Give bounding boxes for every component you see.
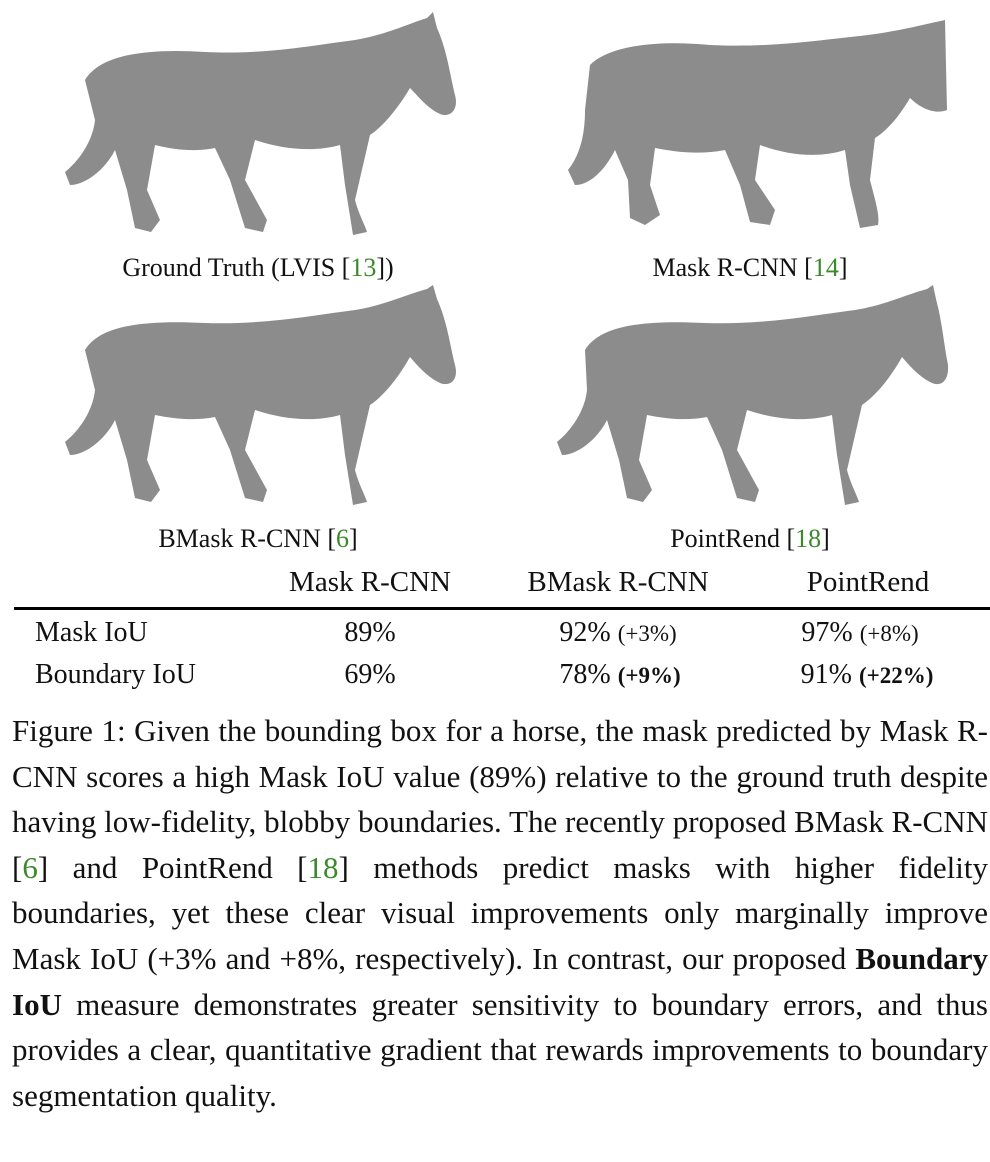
horse-mask-ground-truth (55, 10, 460, 250)
row-label-boundary-iou: Boundary IoU (35, 659, 196, 690)
citation-link[interactable]: 6 (22, 849, 38, 885)
row-label-mask-iou: Mask IoU (35, 617, 148, 648)
delta-value: (+8%) (859, 621, 919, 646)
panel-caption-pointrend: PointRend [18] (670, 524, 830, 553)
panel-caption-bmask-rcnn: BMask R-CNN [6] (158, 524, 358, 553)
table-header-bmask-rcnn: BMask R-CNN (527, 566, 709, 598)
figure-caption: Figure 1: Given the bounding box for a horse, the mask predicted by Mask R-CNN scores a high Mask IoU value (89%) relative to the ground truth despite having low-fidelity, blobby boundaries. The recently proposed BMask R-CNN [6] and PointRend [18] methods predict masks with higher fidelity boundaries, yet these clear visual improvements only marginally improve Mask IoU (+3% and +8%, respectively). In contrast, our proposed Boundary IoU measure demonstrates greater sensitivity to boundary errors, and thus provides a clear, quantitative gradient that rewards improvements to boundary segmentation quality. (12, 713, 988, 1113)
table-header-pointrend: PointRend (806, 566, 930, 598)
citation-link[interactable]: 6 (336, 524, 349, 553)
table-rule (14, 607, 990, 610)
table-cell: 92% (+3%) (559, 617, 677, 648)
horse-mask-pointrend (550, 285, 950, 520)
horse-mask-mask-rcnn (550, 10, 950, 250)
delta-value: (+3%) (617, 621, 677, 646)
table-cell: 89% (344, 617, 396, 648)
citation-link[interactable]: 18 (307, 849, 339, 885)
delta-value: (+22%) (858, 663, 934, 688)
table-cell: 97% (+8%) (801, 617, 919, 648)
panel-caption-mask-rcnn: Mask R-CNN [14] (652, 253, 848, 282)
table-header-mask-rcnn: Mask R-CNN (289, 566, 451, 598)
table-cell: 91% (+22%) (800, 659, 934, 690)
table-cell: 78% (+9%) (559, 659, 681, 690)
bold-term: Boundary IoU (12, 940, 988, 1022)
table-cell: 69% (344, 659, 396, 690)
horse-mask-bmask-rcnn (55, 285, 460, 520)
citation-link[interactable]: 14 (812, 253, 839, 282)
panel-caption-ground-truth: Ground Truth (LVIS [13]) (122, 253, 394, 282)
delta-value: (+9%) (617, 663, 681, 688)
citation-link[interactable]: 13 (350, 253, 377, 282)
citation-link[interactable]: 18 (795, 524, 822, 553)
